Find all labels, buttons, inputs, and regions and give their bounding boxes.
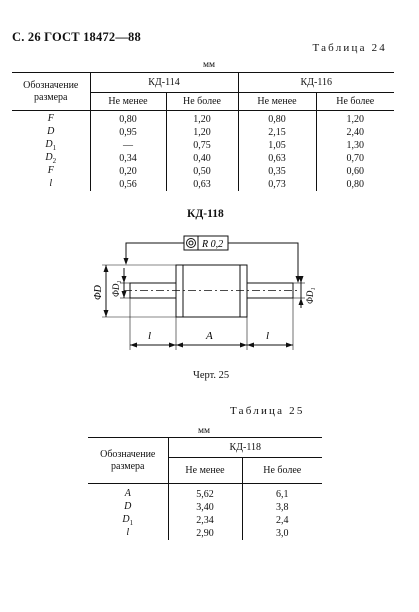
table-cell: 0,40 bbox=[166, 152, 238, 165]
table-cell: 0,63 bbox=[238, 152, 316, 165]
figure-caption: Черт. 25 bbox=[193, 370, 230, 381]
table24 bbox=[12, 72, 394, 191]
table-cell: 0,80 bbox=[90, 111, 166, 127]
table-row bbox=[12, 178, 394, 191]
table-cell: 1,20 bbox=[166, 126, 238, 139]
table-cell: 3,8 bbox=[276, 502, 289, 513]
table-row bbox=[88, 514, 322, 527]
label-phi-d1-left: ΦD₁ bbox=[111, 280, 121, 297]
label-phi-d: ΦD bbox=[93, 285, 104, 300]
table-cell: 1,05 bbox=[238, 139, 316, 152]
dimension-symbol: $D_1$ bbox=[12, 139, 90, 152]
table-row bbox=[88, 484, 322, 502]
table-row bbox=[88, 527, 322, 540]
table-cell: 3,0 bbox=[276, 528, 289, 539]
table-row bbox=[12, 139, 394, 152]
label-a: A bbox=[206, 330, 213, 342]
table24-param-header: Обозначение размера bbox=[12, 73, 90, 111]
table-cell: 2,90 bbox=[168, 527, 242, 540]
table-cell: 2,15 bbox=[238, 126, 316, 139]
table-cell: 0,50 bbox=[166, 165, 238, 178]
table-cell: 0,75 bbox=[166, 139, 238, 152]
table24-subheader: Не менее bbox=[238, 93, 316, 111]
table-cell: 0,80 bbox=[346, 179, 364, 190]
dimension-symbol: $D_2$ bbox=[12, 152, 90, 165]
table-cell: 0,70 bbox=[346, 153, 364, 164]
page-header: С. 26 ГОСТ 18472—88 bbox=[12, 30, 141, 44]
table-row bbox=[12, 165, 394, 178]
table24-subheader: Не менее bbox=[90, 93, 166, 111]
table-cell: 0,34 bbox=[90, 152, 166, 165]
label-phi-d1-right: ΦD₁ bbox=[305, 287, 315, 304]
label-l-right: l bbox=[266, 330, 270, 342]
table-cell: 0,60 bbox=[346, 166, 364, 177]
concentricity-icon bbox=[187, 239, 196, 248]
table25-subheader: Не более bbox=[242, 458, 322, 484]
table25-group-kd118: КД-118 bbox=[168, 438, 322, 458]
table25-subheader: Не менее bbox=[168, 458, 242, 484]
table-cell: 0,73 bbox=[238, 178, 316, 191]
table-cell: 1,20 bbox=[346, 114, 364, 125]
table-row bbox=[12, 126, 394, 139]
table24-group-kd116: КД-116 bbox=[238, 73, 394, 93]
dimension-symbol: l bbox=[12, 178, 90, 191]
diode-body bbox=[176, 265, 247, 317]
table25 bbox=[88, 437, 322, 540]
table-cell: — bbox=[90, 139, 166, 152]
dimension-symbol: l bbox=[88, 527, 168, 540]
table24-caption: Таблица 24 bbox=[312, 42, 387, 54]
table-cell: 0,63 bbox=[166, 178, 238, 191]
drawing-title: КД-118 bbox=[187, 208, 224, 220]
table-cell: 2,34 bbox=[168, 514, 242, 527]
table-cell: 0,95 bbox=[90, 126, 166, 139]
table-cell: 3,40 bbox=[168, 501, 242, 514]
table-cell: 2,4 bbox=[276, 515, 289, 526]
dimension-symbol: D bbox=[12, 126, 90, 139]
table-row bbox=[12, 152, 394, 165]
table-row bbox=[88, 501, 322, 514]
table-cell: 2,40 bbox=[346, 127, 364, 138]
dimension-symbol: F bbox=[12, 165, 90, 178]
table-cell: 0,56 bbox=[90, 178, 166, 191]
dimension-symbol: F bbox=[12, 111, 90, 127]
table24-subheader: Не более bbox=[316, 93, 394, 111]
table24-unit: мм bbox=[203, 60, 216, 70]
table-cell: 0,80 bbox=[238, 111, 316, 127]
table-cell: 6,1 bbox=[276, 489, 289, 500]
table25-param-header: Обозначение размера bbox=[88, 438, 168, 484]
table25-unit: мм bbox=[198, 426, 211, 436]
dimension-symbol: $D_1$ bbox=[88, 514, 168, 527]
table24-subheader: Не более bbox=[166, 93, 238, 111]
kd118-drawing bbox=[90, 226, 330, 356]
table-cell: 1,20 bbox=[166, 111, 238, 127]
table-cell: 0,20 bbox=[90, 165, 166, 178]
table-cell: 5,62 bbox=[168, 484, 242, 502]
table25-caption: Таблица 25 bbox=[230, 405, 305, 417]
dimension-symbol: D bbox=[88, 501, 168, 514]
table-cell: 1,30 bbox=[346, 140, 364, 151]
table-cell: 0,35 bbox=[238, 165, 316, 178]
table-row bbox=[12, 111, 394, 127]
label-l-left: l bbox=[148, 330, 152, 342]
tolerance-value: R 0,2 bbox=[202, 239, 224, 250]
table24-group-kd114: КД-114 bbox=[90, 73, 238, 93]
dimension-symbol: A bbox=[88, 484, 168, 502]
